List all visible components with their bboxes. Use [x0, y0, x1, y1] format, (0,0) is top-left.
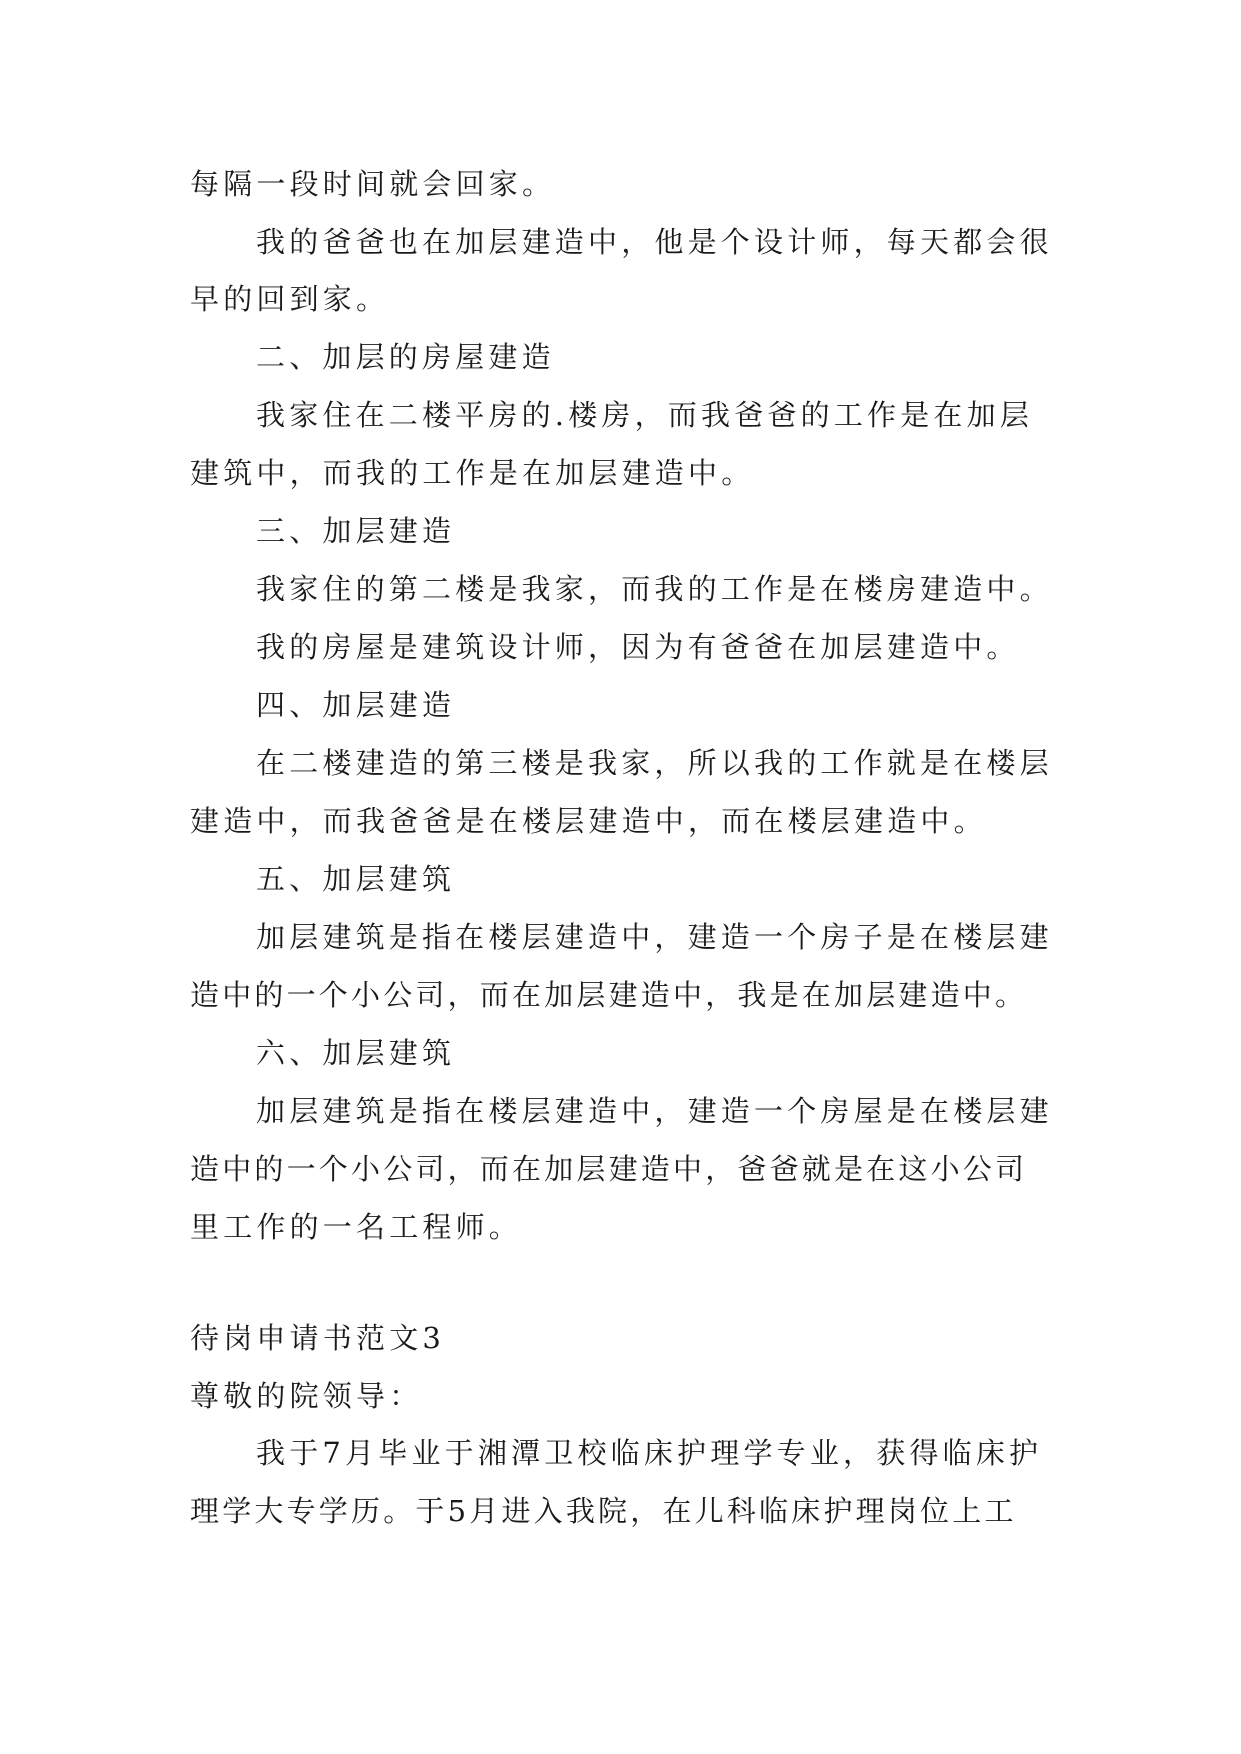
text-line: 加层建筑是指在楼层建造中，建造一个房子是在楼层建	[256, 920, 1053, 954]
section-title: 待岗申请书范文3	[190, 1321, 446, 1355]
text-line: 造中的一个小公司，而在加层建造中，我是在加层建造中。	[190, 978, 1028, 1012]
text-line: 我的爸爸也在加层建造中，他是个设计师，每天都会很	[256, 225, 1053, 259]
text-line: 造中的一个小公司，而在加层建造中，爸爸就是在这小公司	[190, 1152, 1028, 1186]
text-line: 我家住在二楼平房的.楼房，而我爸爸的工作是在加层	[256, 398, 1034, 432]
text-line: 早的回到家。	[190, 282, 390, 316]
heading-four: 四、加层建造	[256, 688, 456, 722]
letter-line: 我于7月毕业于湘潭卫校临床护理学专业，获得临床护	[256, 1436, 1043, 1470]
heading-five: 五、加层建筑	[256, 862, 456, 896]
heading-three: 三、加层建造	[256, 514, 456, 548]
salutation: 尊敬的院领导：	[190, 1379, 423, 1413]
text-line: 每隔一段时间就会回家。	[190, 167, 556, 201]
text-line: 我的房屋是建筑设计师，因为有爸爸在加层建造中。	[256, 630, 1020, 664]
text-line: 建筑中，而我的工作是在加层建造中。	[190, 456, 755, 490]
text-line: 在二楼建造的第三楼是我家，所以我的工作就是在楼层	[256, 746, 1053, 780]
letter-line: 理学大专学历。于5月进入我院，在儿科临床护理岗位上工	[190, 1494, 1017, 1528]
heading-six: 六、加层建筑	[256, 1036, 456, 1070]
text-line: 加层建筑是指在楼层建造中，建造一个房屋是在楼层建	[256, 1094, 1053, 1128]
text-line: 建造中，而我爸爸是在楼层建造中，而在楼层建造中。	[190, 804, 987, 838]
text-line: 里工作的一名工程师。	[190, 1210, 523, 1244]
text-line: 我家住的第二楼是我家，而我的工作是在楼房建造中。	[256, 572, 1053, 606]
heading-two: 二、加层的房屋建造	[256, 340, 555, 374]
